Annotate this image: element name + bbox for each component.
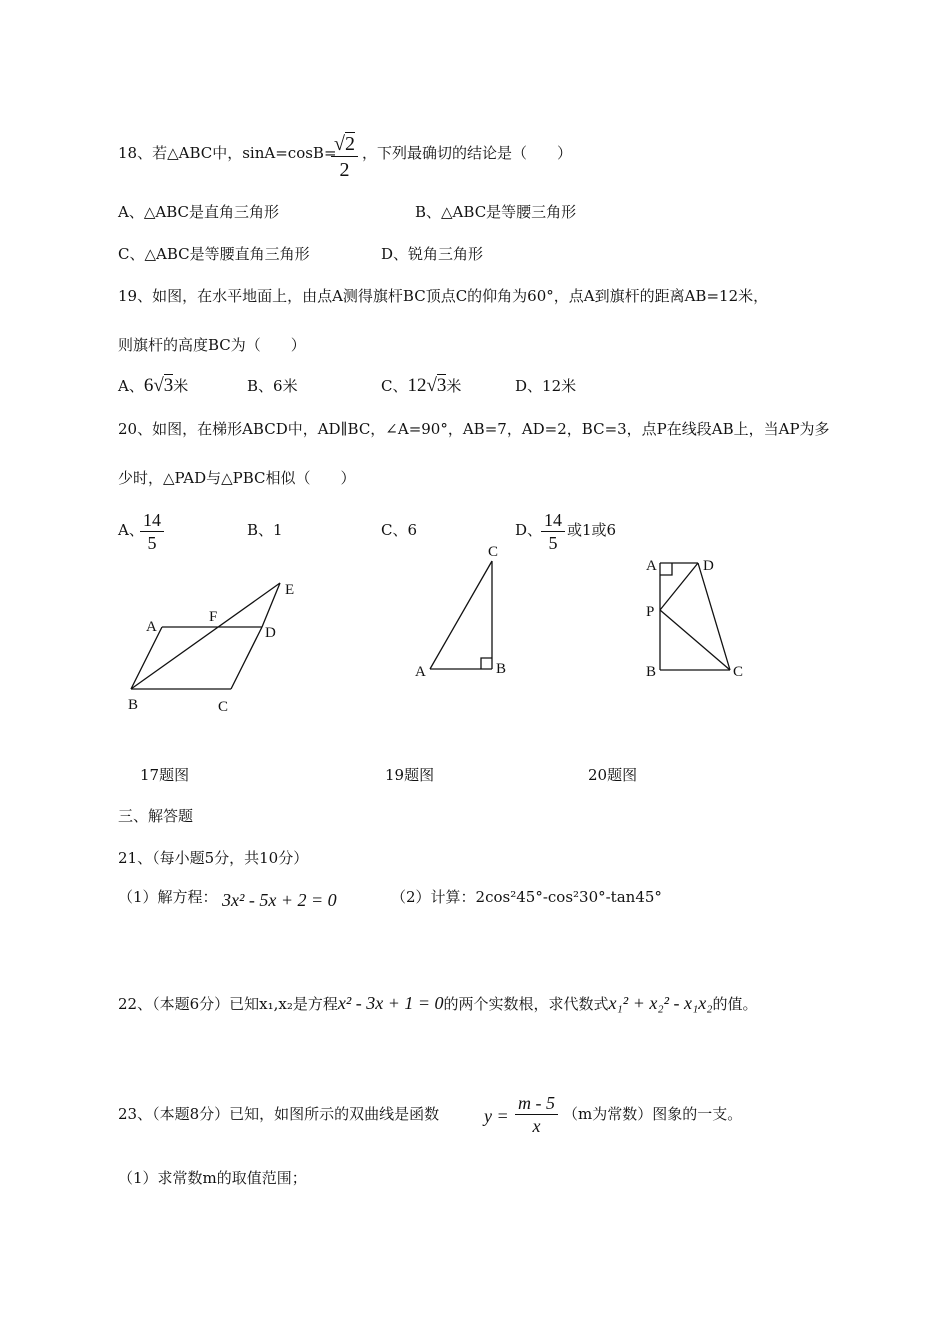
q20-option-a-label: A、 <box>118 521 144 539</box>
fig17-label-e: E <box>285 582 295 598</box>
fig17-label-d: D <box>265 625 276 641</box>
q21-title: 21、（每小题5分，共10分） <box>118 849 309 867</box>
q23-func-fraction <box>513 1092 560 1137</box>
q19-line1: 19、如图，在水平地面上，由点A测得旗杆BC顶点C的仰角为60°，点A到旗杆的距离AB=12米， <box>118 287 769 305</box>
q19-option-b: B、6米 <box>247 377 298 395</box>
q19-option-a-radicand: 3 <box>163 375 174 396</box>
q20-line2: 少时，△PAD与△PBC相似（ ） <box>118 469 356 487</box>
q19-option-a-math: 6√3 <box>143 375 174 396</box>
fig17-segment-cd <box>231 627 262 689</box>
q19-option-c-unit: 米 <box>446 377 462 395</box>
q19-option-a-label: A、 <box>118 377 144 395</box>
q19-option-a-unit: 米 <box>173 377 189 395</box>
q22-prefix: 22、（本题6分）已知x₁,x₂是方程 <box>118 995 338 1013</box>
q22-expression: x₁² + x₂² - x₁x₂ <box>608 993 713 1013</box>
fig17-label-a: A <box>146 619 157 635</box>
q23-func-num: m - 5 <box>515 1092 558 1115</box>
q20-option-d-label: D、 <box>515 521 543 539</box>
q23-func-den: x <box>532 1116 541 1136</box>
fig20-right-angle-mark <box>660 563 672 575</box>
q23-prefix: 23、（本题8分）已知，如图所示的双曲线是函数 <box>118 1105 440 1123</box>
q23-suffix: （m为常数）图象的一支。 <box>563 1105 743 1123</box>
fig19-label-b: B <box>496 661 507 677</box>
fig17-label-f: F <box>209 609 218 625</box>
fig20-caption: 20题图 <box>588 766 638 784</box>
q18-suffix: ，下列最确切的结论是（ ） <box>362 144 573 162</box>
q20-option-d-num: 14 <box>541 509 565 532</box>
q21-part2 <box>391 887 662 907</box>
fig17-segment-ab <box>131 627 162 689</box>
q19-option-a-coef: 6 <box>143 375 154 396</box>
q19-option-c-math: 12√3 <box>407 375 447 396</box>
q22-equation: x² - 3x + 1 = 0 <box>337 993 444 1013</box>
q21-part1-label: （1）解方程： <box>118 888 218 906</box>
q19-option-d: D、12米 <box>515 377 577 395</box>
q18-frac-den: 2 <box>339 159 350 181</box>
fig20-segment-pd <box>660 563 698 610</box>
q19-line2: 则旗杆的高度BC为（ ） <box>118 336 306 354</box>
q18-fraction: $\frac{√2}{2}$ <box>329 132 360 183</box>
fig20-segment-pc <box>660 610 730 670</box>
q20-option-a-num: 14 <box>140 509 164 532</box>
fig20-segment-dc <box>698 563 730 670</box>
fig19-segment-ac <box>430 561 492 669</box>
q23-func-lhs: y = <box>484 1106 509 1126</box>
q18-option-d: D、锐角三角形 <box>381 245 484 263</box>
fig20-label-b: B <box>646 664 657 680</box>
q20-line1: 20、如图，在梯形ABCD中，AD∥BC，∠A=90°，AB=7，AD=2，BC=3，点P在线段AB上，当AP为多 <box>118 420 830 438</box>
fig20-label-p: P <box>646 604 655 620</box>
q18-option-c: C、△ABC是等腰直角三角形 <box>118 245 310 263</box>
fig19-caption: 19题图 <box>385 766 435 784</box>
fig19-label-a: A <box>415 664 426 680</box>
q21-part2-expression: 2cos²45°-cos²30°-tan45° <box>475 888 662 906</box>
q23-part1: （1）求常数m的取值范围； <box>118 1169 307 1187</box>
q20-option-b: B、1 <box>247 521 283 539</box>
q20-option-a-den: 5 <box>147 533 157 553</box>
q18-option-a: A、△ABC是直角三角形 <box>118 203 279 221</box>
q18-option-b: B、△ABC是等腰三角形 <box>415 203 577 221</box>
q18-frac-radicand: 2 <box>344 133 355 155</box>
q22-line <box>118 993 757 1014</box>
fig20-label-c: C <box>733 664 744 680</box>
fig17-label-b: B <box>128 697 139 713</box>
q22-suffix: 的值。 <box>712 995 758 1013</box>
section3-title: 三、解答题 <box>118 807 194 825</box>
q22-middle: 的两个实数根，求代数式 <box>443 995 609 1013</box>
q20-option-d-suffix: 或1或6 <box>567 521 617 539</box>
fig19-right-angle-mark <box>481 658 492 669</box>
q21-part2-label: （2）计算： <box>391 888 476 906</box>
fig20-label-a: A <box>646 558 657 574</box>
q20-option-c: C、6 <box>381 521 418 539</box>
fig20-label-d: D <box>703 558 714 574</box>
fig17-label-c: C <box>218 699 229 715</box>
fig17-caption: 17题图 <box>140 766 190 784</box>
fig19-label-c: C <box>488 544 499 560</box>
q19-option-c-label: C、 <box>381 377 408 395</box>
q19-option-c-coef: 12 <box>407 375 427 396</box>
q18-prefix: 18、若△ABC中，sinA=cosB= <box>118 144 337 162</box>
q20-option-d-den: 5 <box>548 533 558 553</box>
q19-option-c-radicand: 3 <box>436 375 447 396</box>
q21-part1-equation: 3x² - 5x + 2 = 0 <box>222 890 337 910</box>
